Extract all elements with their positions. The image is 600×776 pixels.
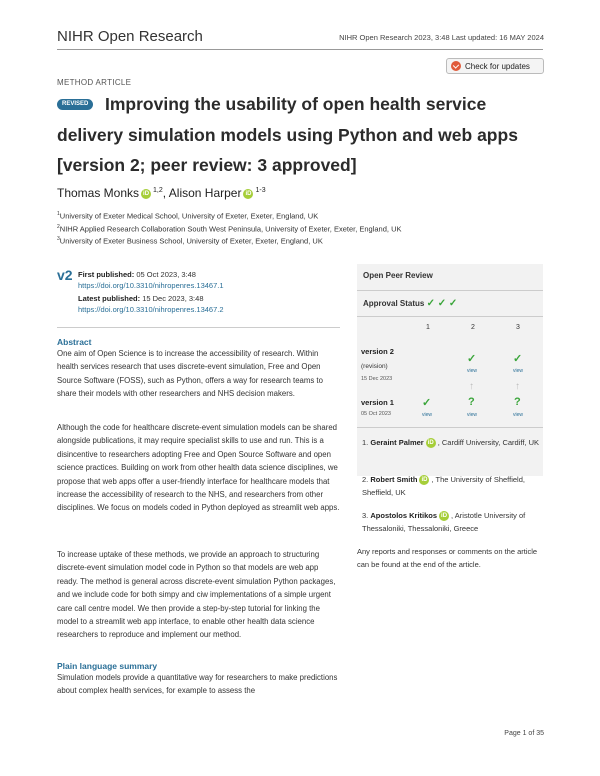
version-label: v2 (57, 267, 73, 283)
page-number: Page 1 of 35 (504, 730, 544, 737)
reviewer-item: 3. Apostolos Kritikos iD , Aristotle University of Thessaloniki, Thessaloniki, Greece (362, 511, 526, 533)
author-aff: 1,2 (153, 187, 163, 194)
article-type: METHOD ARTICLE (57, 78, 132, 87)
first-doi[interactable]: https://doi.org/10.3310/nihropenres.13467.1 (78, 281, 224, 290)
citation-line: NIHR Open Research 2023, 3:48 Last updated: 16 MAY 2024 (339, 33, 544, 42)
plain-language-paragraph: Simulation models provide a quantitative way for researchers to make predictions about complex health services, for example to assess the (57, 673, 338, 696)
authors: Thomas Monks iD $^{1,2}$, Alison Harper iD $^{1-3}$ (57, 186, 266, 200)
peer-review-title: Open Peer Review (363, 271, 433, 280)
orcid-icon[interactable]: iD (143, 190, 150, 197)
version2-label: version 2 (361, 347, 394, 356)
orcid-icon[interactable]: iD (427, 440, 434, 447)
view-link[interactable]: view (422, 412, 433, 418)
reviewer-item: 1. Geraint Palmer iD , Cardiff University, Cardiff, UK (362, 438, 539, 447)
approved-icon: ✓ (467, 353, 477, 365)
peer-review-note: Any reports and responses or comments on the article can be found at the end of the article. (357, 547, 538, 569)
question-icon: ? (514, 396, 521, 408)
arrow-up-icon: ↑ (469, 381, 474, 392)
affiliation: $^2$NIHR Applied Research Collaboration South West Peninsula, University of Exeter, Exeter, England, UK (57, 224, 402, 234)
affiliation: $^3$University of Exeter Business School, University of Exeter, Exeter, England, UK (57, 236, 323, 246)
abstract-paragraph: Although the code for healthcare discrete-event simulation models can be shared alongside publications, it may require specialist skills to use and run. This is a disincentive to researchers adopting Free and Open Source Software and open science practices. Building on work from other health data science disciplines, we propose that web apps offer a user-friendly interface for healthcare models that increase the accessibility of research to the NHS, and researchers from other disciplines. We focus on models coded in Python deployed as streamlit web apps. (57, 423, 340, 513)
orcid-icon[interactable]: iD (421, 477, 428, 484)
orcid-icon[interactable]: iD (441, 513, 448, 520)
divider (357, 427, 543, 428)
approval-ticks: ✓ ✓ ✓ (426, 298, 458, 309)
arrow-up-icon: ↑ (515, 381, 520, 392)
journal-name: NIHR Open Research (57, 28, 203, 45)
reviewer-item: 2. Robert Smith iD , The University of Sheffield, Sheffield, UK (362, 475, 525, 497)
author-aff: 1-3 (255, 187, 266, 194)
revised-badge: REVISED (57, 99, 93, 110)
approved-icon: ✓ (513, 353, 523, 365)
question-icon: ? (468, 396, 475, 408)
reviewer-column: 3 (516, 324, 520, 331)
abstract-paragraph: One aim of Open Science is to increase the accessibility of research. Within health services research that uses discrete-event simulation, Free and Open Source Software (FOSS), such as Python, offers a way for research teams to share their models with other researchers and NHS decision makers. (57, 349, 323, 399)
abstract-heading: Abstract (57, 337, 92, 347)
divider (357, 290, 543, 291)
first-published: First published: 05 Oct 2023, 3:48 (78, 270, 196, 279)
orcid-icon[interactable]: iD (245, 190, 252, 197)
latest-doi[interactable]: https://doi.org/10.3310/nihropenres.13467.2 (78, 305, 224, 314)
reviewer-column: 1 (426, 324, 430, 331)
view-link[interactable]: view (467, 368, 478, 374)
latest-published: Latest published: 15 Dec 2023, 3:48 (78, 294, 204, 303)
author-name[interactable]: Thomas Monks (57, 186, 140, 200)
view-link[interactable]: view (513, 368, 524, 374)
abstract-paragraph: To increase uptake of these methods, we provide an approach to structuring discrete-event simulation model code in Python so that models are web app ready. The method is general across discrete-event simulation Python packages, and we include code for both simpy and ciw implementations of a simple urgent care call centre model. We then provide a step-by-step tutorial for linking the model to a streamlit web app interface, to enable other health data science researchers to reproduce and implement our method. (57, 550, 336, 640)
version2-sub: (revision) (361, 363, 388, 370)
approved-icon: ✓ (422, 397, 432, 409)
divider (357, 316, 543, 317)
approval-status: Approval Status ✓ ✓ ✓ (363, 298, 458, 309)
version1-date: 05 Oct 2023 (361, 411, 391, 417)
plain-language-heading: Plain language summary (57, 661, 158, 671)
check-updates-label: Check for updates (465, 61, 530, 71)
view-link[interactable]: view (467, 412, 478, 418)
article-title: Improving the usability of open health service delivery simulation models using Python and web apps [version 2; peer review: 3 approved] (57, 94, 518, 175)
check-updates-button[interactable] (446, 58, 544, 74)
header-rule (57, 49, 543, 50)
check-icon (451, 61, 461, 71)
affiliation: $^1$University of Exeter Medical School, University of Exeter, Exeter, England, UK (57, 211, 319, 221)
version1-label: version 1 (361, 398, 394, 407)
divider (57, 327, 340, 328)
version2-date: 15 Dec 2023 (361, 376, 393, 382)
view-link[interactable]: view (513, 412, 524, 418)
author-name[interactable]: Alison Harper (168, 186, 242, 200)
reviewer-column: 2 (471, 324, 475, 331)
